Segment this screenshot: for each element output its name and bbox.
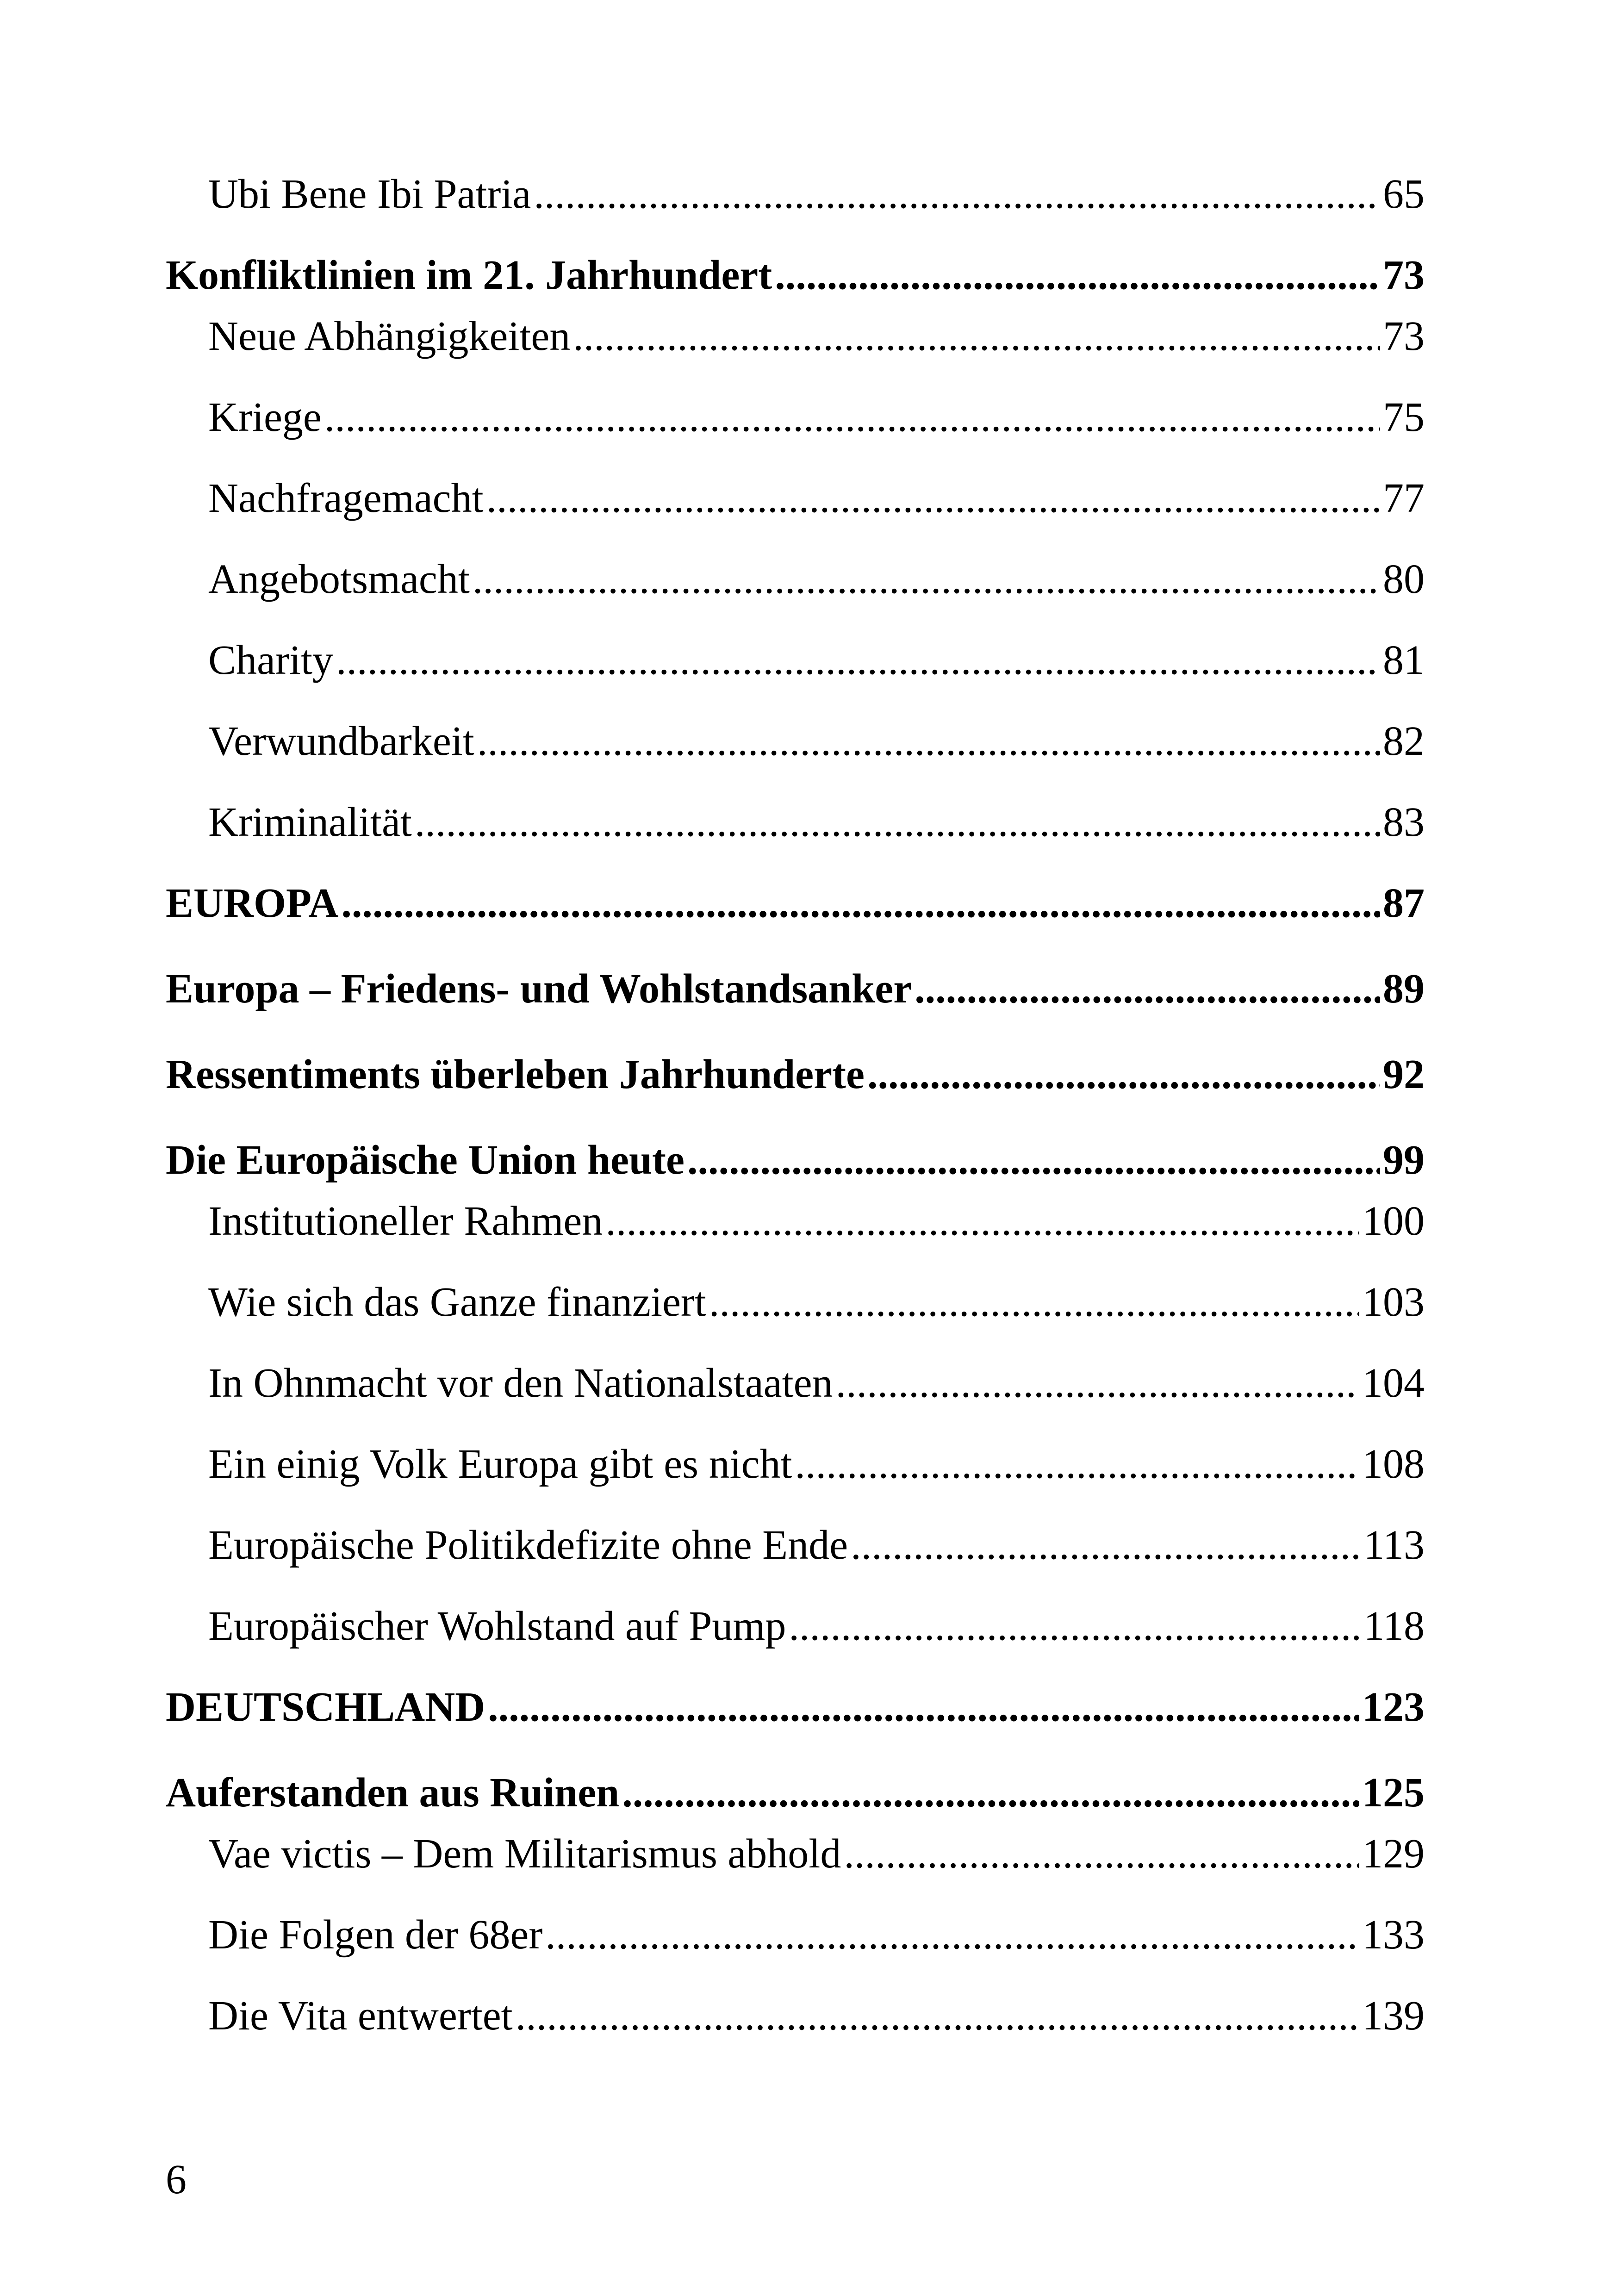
toc-dot-leader <box>687 1132 1380 1188</box>
toc-entry-page: 139 <box>1362 1993 1425 2039</box>
table-of-contents <box>166 167 1425 2044</box>
toc-entry-title: Institutioneller Rahmen <box>208 1198 603 1244</box>
toc-entry[interactable] <box>166 1356 1425 1411</box>
toc-part-entry[interactable] <box>166 1680 1425 1735</box>
toc-entry[interactable] <box>166 552 1425 607</box>
toc-entry[interactable] <box>166 1275 1425 1330</box>
toc-entry[interactable] <box>166 1826 1425 1882</box>
toc-chapter-entry[interactable] <box>166 248 1425 303</box>
toc-entry-title: Angebotsmacht <box>208 556 470 602</box>
toc-dot-leader <box>709 1275 1359 1330</box>
toc-dot-leader <box>477 714 1380 769</box>
toc-dot-leader <box>324 390 1380 445</box>
toc-entry[interactable] <box>166 309 1425 364</box>
toc-entry[interactable] <box>166 471 1425 526</box>
toc-entry[interactable] <box>166 1988 1425 2044</box>
toc-entry-title: Kriege <box>208 394 322 440</box>
toc-chapter-entry[interactable] <box>166 1132 1425 1188</box>
toc-entry-page: 103 <box>1362 1279 1425 1325</box>
toc-entry[interactable] <box>166 1518 1425 1573</box>
toc-entry[interactable] <box>166 1194 1425 1249</box>
toc-entry-page: 100 <box>1362 1198 1425 1244</box>
toc-entry-page: 81 <box>1383 637 1425 683</box>
toc-chapter-entry[interactable] <box>166 1765 1425 1821</box>
toc-entry-page: 73 <box>1383 252 1425 298</box>
toc-chapter-entry[interactable] <box>166 1047 1425 1102</box>
toc-entry-title: Die Folgen der 68er <box>208 1912 543 1958</box>
toc-entry-title: DEUTSCHLAND <box>166 1684 485 1730</box>
toc-dot-leader <box>775 248 1380 303</box>
toc-dot-leader <box>867 1047 1380 1102</box>
toc-entry-title: Die Europäische Union heute <box>166 1137 685 1183</box>
toc-entry[interactable] <box>166 795 1425 850</box>
toc-entry-title: Charity <box>208 637 333 683</box>
toc-entry-page: 65 <box>1383 171 1425 217</box>
page-number: 6 <box>166 2157 187 2203</box>
toc-dot-leader <box>415 795 1380 850</box>
toc-entry-page: 129 <box>1362 1831 1425 1877</box>
toc-entry-title: Verwundbarkeit <box>208 718 474 764</box>
toc-entry-page: 133 <box>1362 1912 1425 1958</box>
toc-entry-page: 104 <box>1362 1360 1425 1406</box>
toc-dot-leader <box>851 1518 1361 1573</box>
toc-dot-leader <box>341 876 1380 931</box>
toc-entry[interactable] <box>166 1437 1425 1492</box>
toc-dot-leader <box>488 1680 1359 1735</box>
toc-entry-page: 89 <box>1383 966 1425 1012</box>
toc-entry-title: Die Vita entwertet <box>208 1993 513 2039</box>
toc-entry-page: 125 <box>1362 1770 1425 1816</box>
toc-entry-page: 87 <box>1383 880 1425 926</box>
toc-entry-title: Wie sich das Ganze finanziert <box>208 1279 706 1325</box>
toc-entry-page: 99 <box>1383 1137 1425 1183</box>
toc-part-entry[interactable] <box>166 876 1425 931</box>
toc-entry[interactable] <box>166 390 1425 445</box>
toc-entry-title: Neue Abhängigkeiten <box>208 313 571 359</box>
toc-entry[interactable] <box>166 167 1425 222</box>
toc-dot-leader <box>516 1988 1359 2044</box>
toc-dot-leader <box>789 1599 1361 1654</box>
toc-entry-page: 77 <box>1383 475 1425 521</box>
toc-entry-title: Ressentiments überleben Jahrhunderte <box>166 1052 865 1097</box>
toc-entry-page: 108 <box>1362 1441 1425 1487</box>
toc-entry-title: Ubi Bene Ibi Patria <box>208 171 531 217</box>
toc-entry[interactable] <box>166 1599 1425 1654</box>
toc-entry-title: Ein einig Volk Europa gibt es nicht <box>208 1441 792 1487</box>
toc-dot-leader <box>605 1194 1359 1249</box>
toc-entry-page: 73 <box>1383 313 1425 359</box>
toc-dot-leader <box>795 1437 1359 1492</box>
toc-dot-leader <box>545 1907 1359 1963</box>
toc-entry-page: 75 <box>1383 394 1425 440</box>
toc-entry[interactable] <box>166 1907 1425 1963</box>
toc-dot-leader <box>844 1826 1359 1882</box>
toc-entry-page: 92 <box>1383 1052 1425 1097</box>
toc-entry-page: 82 <box>1383 718 1425 764</box>
toc-entry-title: Europäischer Wohlstand auf Pump <box>208 1603 786 1649</box>
toc-dot-leader <box>486 471 1380 526</box>
toc-dot-leader <box>836 1356 1359 1411</box>
toc-entry-title: Europäische Politikdefizite ohne Ende <box>208 1522 848 1568</box>
toc-entry-title: Konfliktlinien im 21. Jahrhundert <box>166 252 772 298</box>
toc-entry-title: Nachfragemacht <box>208 475 484 521</box>
toc-dot-leader <box>534 167 1380 222</box>
toc-dot-leader <box>622 1765 1359 1821</box>
toc-dot-leader <box>915 961 1380 1017</box>
toc-entry-title: Vae victis – Dem Militarismus abhold <box>208 1831 841 1877</box>
toc-entry-title: EUROPA <box>166 880 339 926</box>
toc-entry-title: Kriminalität <box>208 799 412 845</box>
toc-entry-title: In Ohnmacht vor den Nationalstaaten <box>208 1360 833 1406</box>
toc-entry-page: 113 <box>1363 1522 1425 1568</box>
toc-entry-title: Auferstanden aus Ruinen <box>166 1770 620 1816</box>
toc-entry-page: 123 <box>1362 1684 1425 1730</box>
toc-entry[interactable] <box>166 714 1425 769</box>
toc-dot-leader <box>473 552 1380 607</box>
toc-dot-leader <box>336 633 1380 688</box>
toc-entry-page: 118 <box>1363 1603 1425 1649</box>
toc-entry-page: 83 <box>1383 799 1425 845</box>
toc-dot-leader <box>573 309 1380 364</box>
toc-entry-page: 80 <box>1383 556 1425 602</box>
toc-entry-title: Europa – Friedens- und Wohlstandsanker <box>166 966 912 1012</box>
toc-chapter-entry[interactable] <box>166 961 1425 1017</box>
toc-entry[interactable] <box>166 633 1425 688</box>
